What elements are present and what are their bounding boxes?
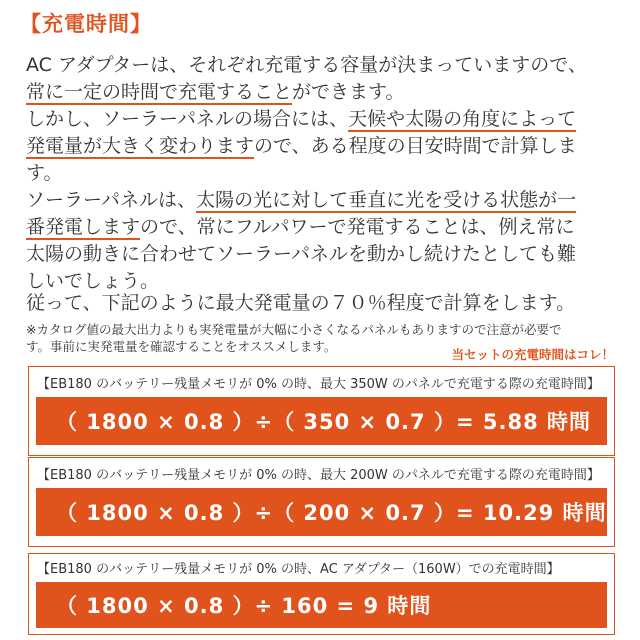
highlight-underline: 発電量が大きく変わります (26, 135, 255, 157)
note-line: ※カタログ値の最大出力よりも実発電量が大幅に小さくなるパネルもありますので注意が必要で (26, 322, 562, 337)
text-line (26, 187, 626, 214)
text-line: しいでしょう。 (26, 270, 160, 292)
calc-box-ac-adapter (28, 553, 615, 635)
highlight-underline: 番発電します (26, 216, 141, 238)
highlight-underline: 常に一定の時間で充電すること (26, 81, 293, 103)
text-line: AC アダプターは、それぞれ充電する容量が決まっていますので、 (26, 54, 587, 76)
calc-label: 【EB180 のバッテリー残量メモリが 0% の時、AC アダプター（160W）での充電時間】 (37, 562, 560, 577)
paragraph-solar-angle (26, 187, 626, 295)
text-fragment: ので、ある程度の目安時間で計算しま (254, 135, 577, 157)
text-line (26, 133, 626, 160)
note-line: す。事前に実発電量を確認することをオススメします。 (26, 339, 337, 354)
section-title: 【充電時間】 (20, 12, 152, 36)
highlight-underline: 太陽の光に対して垂直に光を受ける状態が一 (196, 189, 577, 211)
text-fragment: ソーラーパネルは、 (26, 189, 197, 211)
calc-label: 【EB180 のバッテリー残量メモリが 0% の時、最大 200W のパネルで充電する際の充電時間】 (37, 468, 600, 483)
text-fragment: ので、常にフルパワーで発電することは、例え常に (140, 216, 575, 238)
paragraph-ac-adapter (26, 52, 626, 106)
text-line: 従って、下記のように最大発電量の７０％程度で計算をします。 (26, 292, 576, 314)
text-line (26, 106, 626, 133)
text-fragment: しかし、ソーラーパネルの場合には、 (26, 108, 349, 130)
calc-formula-bar: （ 1800 × 0.8 ）÷（ 350 × 0.7 ）= 5.88 時間 (36, 397, 607, 445)
text-fragment: ができます。 (292, 81, 405, 103)
paragraph-calculation-basis (26, 290, 626, 317)
text-line: す。 (26, 162, 63, 184)
calc-formula-bar: （ 1800 × 0.8 ）÷ 160 = 9 時間 (36, 582, 607, 628)
highlight-underline: 天候や太陽の角度によって (348, 108, 577, 130)
paragraph-solar-variation (26, 106, 626, 187)
set-callout: 当セットの充電時間はコレ！ (451, 347, 614, 362)
text-line (26, 214, 626, 241)
calc-box-350w (28, 366, 615, 456)
calc-box-200w (28, 457, 615, 547)
text-line: 太陽の動きに合わせてソーラーパネルを動かし続けたとしても難 (26, 243, 577, 265)
text-line (26, 79, 626, 106)
calc-formula-bar: （ 1800 × 0.8 ）÷（ 200 × 0.7 ）= 10.29 時間 (36, 488, 607, 536)
calc-label: 【EB180 のバッテリー残量メモリが 0% の時、最大 350W のパネルで充電する際の充電時間】 (37, 377, 600, 392)
